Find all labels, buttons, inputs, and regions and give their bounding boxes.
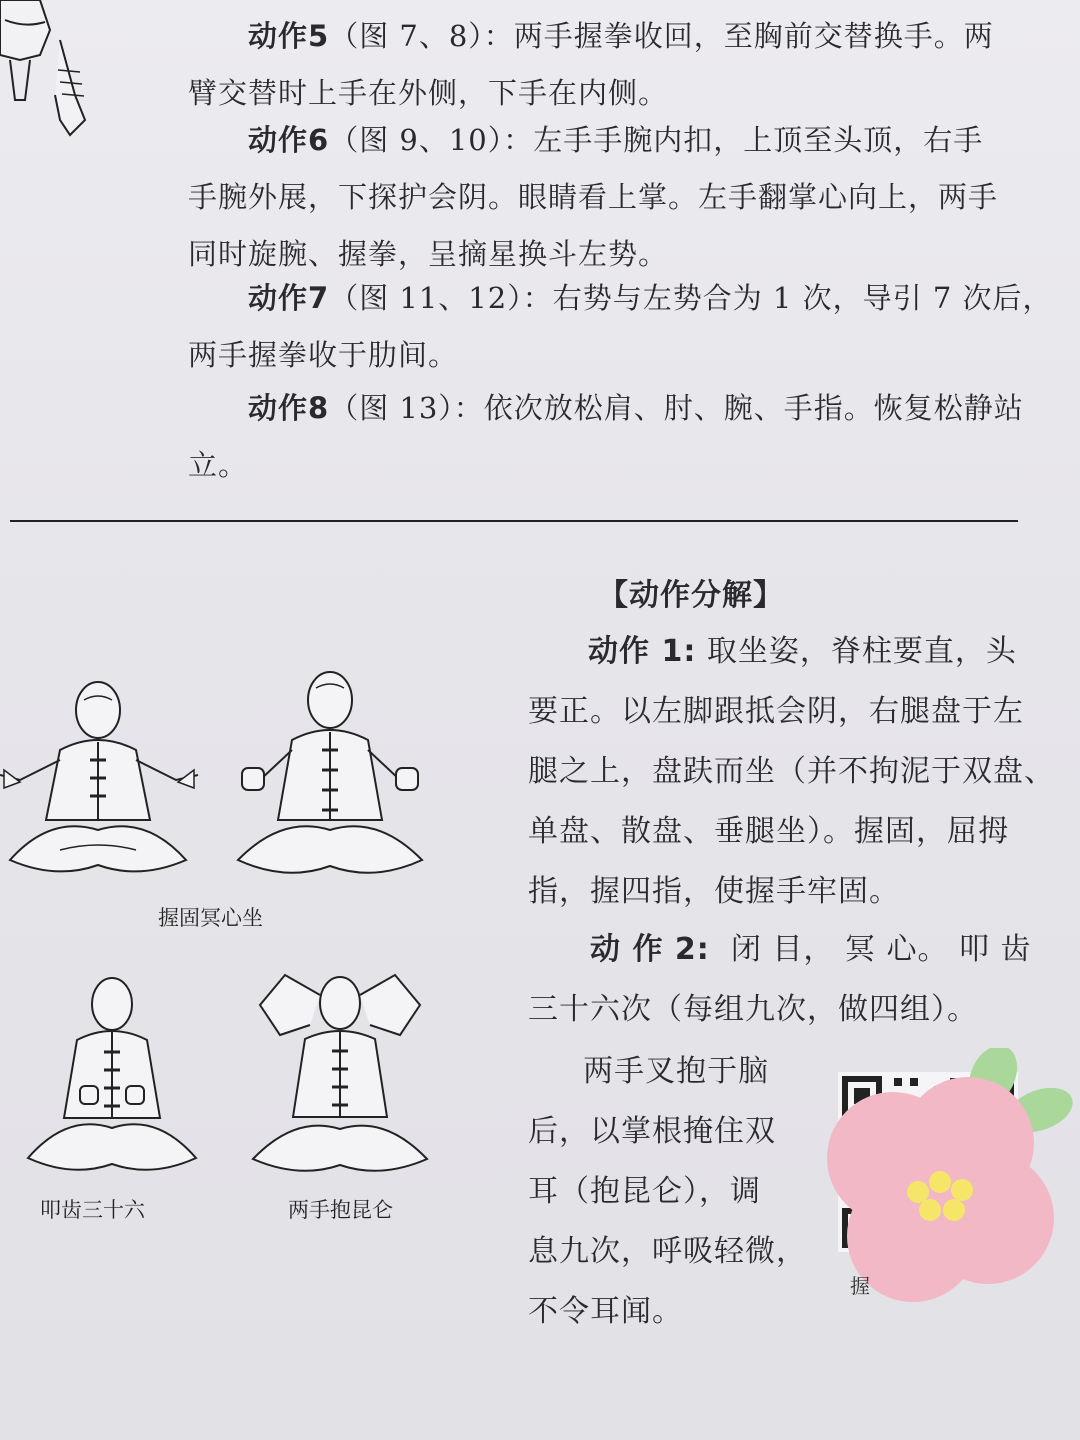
action-1-label: 动作 1: [588, 634, 697, 669]
step-7-paragraph [188, 270, 1052, 384]
caption-baokunlun: 两手抱昆仑 [288, 1198, 393, 1222]
seated-figure-fists [230, 660, 430, 890]
step-5-text: （图 7、8）：两手握拳收回，至胸前交替换手。两 臂交替时上手在外侧，下手在内侧。 [188, 19, 994, 110]
step-6-text: （图 9、10）：左手手腕内扣，上顶至头顶，右手 手腕外展，下探护会阴。眼睛看上掌。左手翻掌心向上，两手 同时旋腕、握拳，呈摘星换斗左势。 [188, 123, 999, 271]
seated-figure-hands-behind-head [245, 965, 435, 1185]
caption-kouchi: 叩齿三十六 [40, 1198, 145, 1222]
step-8-text: （图 13）：依次放松肩、肘、腕、手指。恢复松静站立。 [188, 391, 1024, 482]
partial-figure-illustration [0, 0, 120, 140]
step-7-text: （图 11、12）：右势与左势合为 1 次，导引 7 次后， 两手握拳收于肋间。 [188, 281, 1053, 372]
action-1-paragraph [528, 622, 1055, 922]
caption-woguminxinzuo: 握固冥心坐 [158, 906, 263, 930]
action-2-text: 闭 目， 冥 心。 叩 齿 三十六次（每组九次，做四组）。 [528, 932, 1032, 1027]
seated-figure-hands-open [0, 670, 200, 890]
action-2-paragraph [528, 920, 1032, 1040]
action-2-label: 动 作 2: [590, 932, 710, 967]
step-8-paragraph [188, 380, 1080, 494]
step-5-paragraph [188, 8, 994, 122]
action-3-text: 两手叉抱于脑 后，以掌根掩住双 耳（抱昆仑），调 息九次，呼吸轻微， 不令耳闻。 [528, 1054, 807, 1329]
qr-caption: 握 [850, 1274, 870, 1298]
step-5-label: 动作5 [248, 19, 330, 53]
seated-figure-tapping-teeth [22, 968, 202, 1183]
step-6-paragraph [188, 112, 998, 283]
action-1-text: 取坐姿，脊柱要直，头 要正。以左脚跟抵会阴，右腿盘于左 腿之上，盘趺而坐（并不拘泥于双盘、 单盘、散盘、垂腿坐）。握固，屈拇 指，握四指，使握手牢固。 [528, 634, 1055, 909]
step-7-label: 动作7 [248, 281, 330, 315]
action-3-paragraph [528, 1042, 807, 1342]
step-8-label: 动作8 [248, 391, 330, 425]
divider-line [10, 520, 1018, 522]
section-heading: 【动作分解】 [598, 578, 784, 613]
step-6-label: 动作6 [248, 123, 330, 157]
